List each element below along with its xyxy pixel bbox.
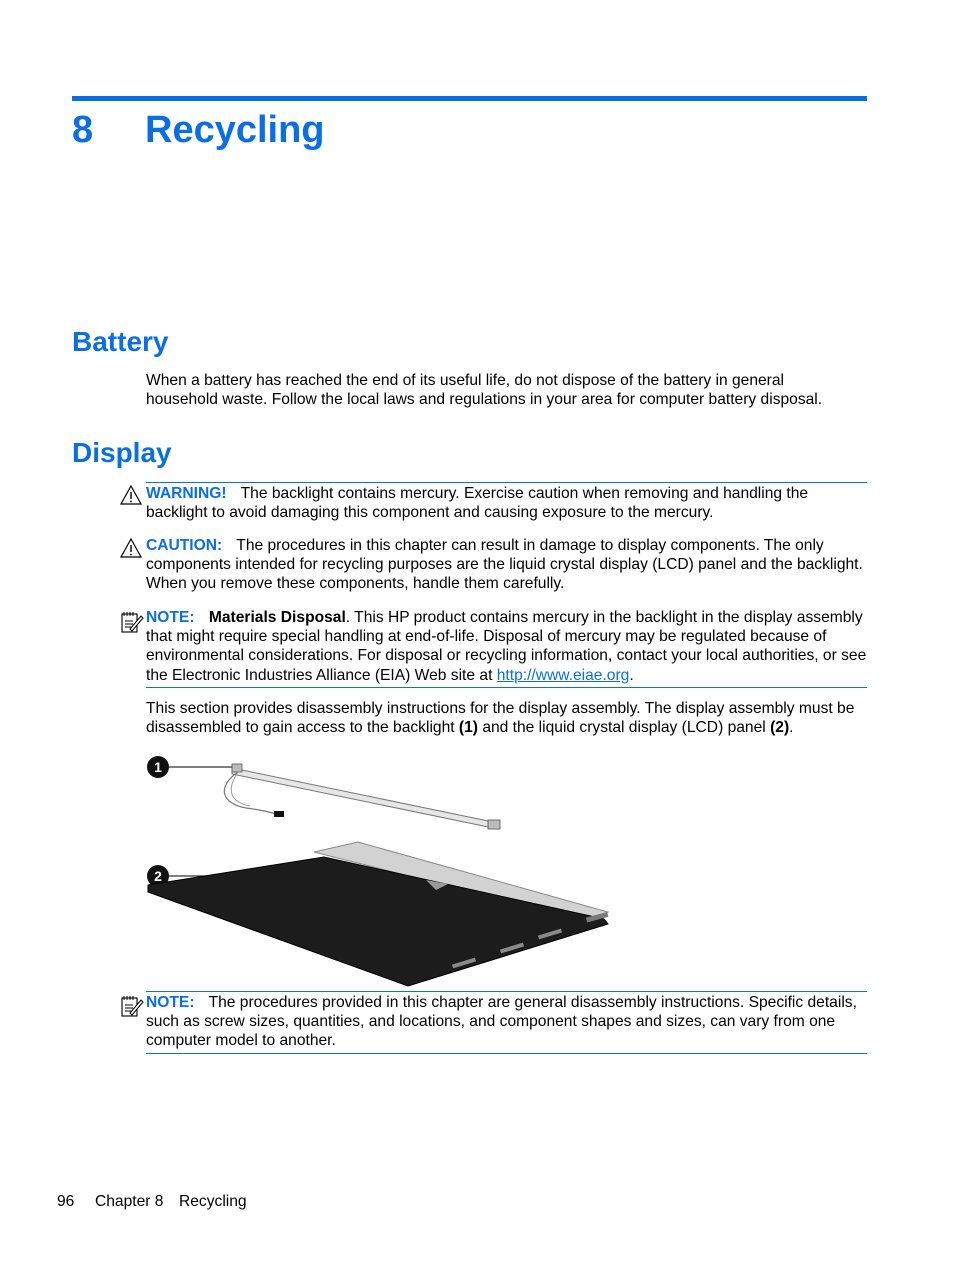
display-disassembly-figure [146,752,616,988]
warning-label: WARNING! [146,485,227,502]
footer-title: Recycling [179,1193,247,1210]
backlight-tube [224,764,500,829]
caution-label: CAUTION: [146,537,223,554]
note2-label: NOTE: [146,994,195,1011]
warning-triangle-icon [120,485,142,505]
chapter-title-text: Recycling [145,109,325,151]
note1-end: . [629,666,634,684]
note1-text: . This HP product contains mercury in the backlight in the display assembly that might require special handling at end-of-life. Disposal of mercury may be regulated because of environmental considerations. For disposal or recycling information, contact your local authorities, or see the Electronic Industries Alliance (EIA) Web site at [146,609,867,684]
display-heading: Display [72,437,172,468]
note1-bold: Materials Disposal [208,609,346,626]
page-number: 96 [57,1193,75,1210]
caution-triangle-icon [120,538,142,558]
page-footer [57,1193,247,1211]
intro-end: . [789,719,794,737]
intro-bold-1: (1) [458,719,478,737]
battery-text: When a battery has reached the end of its useful life, do not dispose of the battery in general household waste. Follow the local laws and regulations in your area for computer battery disposal. [146,372,823,409]
intro-bold-2: (2) [770,719,790,737]
note-pad-icon [120,994,144,1018]
intro-mid: and the liquid crystal display (LCD) panel [477,719,771,737]
general-procedures-note [146,991,867,1054]
chapter-rule [72,96,867,101]
caution-text: The procedures in this chapter can result in damage to display components. The only components intended for recycling purposes are the liquid crystal display (LCD) panel and the backlight. When you remove these components, handle them carefully. [146,537,863,593]
note1-label: NOTE: [146,609,195,626]
materials-disposal-note [146,607,867,688]
display-intro [146,699,858,737]
caution-note [146,535,867,594]
battery-heading: Battery [72,326,169,357]
callout-1-label: 1 [154,759,162,775]
callout-2-label: 2 [154,868,162,884]
note-pad-icon [120,610,144,634]
intro-pre: This section provides disassembly instructions for the display assembly. The display assembly must be disassembled to gain access to the backlight [146,700,855,737]
eiae-link[interactable]: http://www.eiae.org [496,666,630,684]
warning-note [146,482,867,522]
chapter-title [72,104,325,156]
warning-text: The backlight contains mercury. Exercise caution when removing and handling the backlight to avoid damaging this component and causing exposure to the mercury. [146,485,809,522]
lcd-panel [148,842,608,986]
chapter-number: 8 [72,109,94,151]
note2-text: The procedures provided in this chapter are general disassembly instructions. Specific details, such as screw sizes, quantities, and locations, and component shapes and sizes, can vary from one computer model to another. [146,994,857,1050]
footer-chapter: Chapter 8 [95,1193,164,1210]
